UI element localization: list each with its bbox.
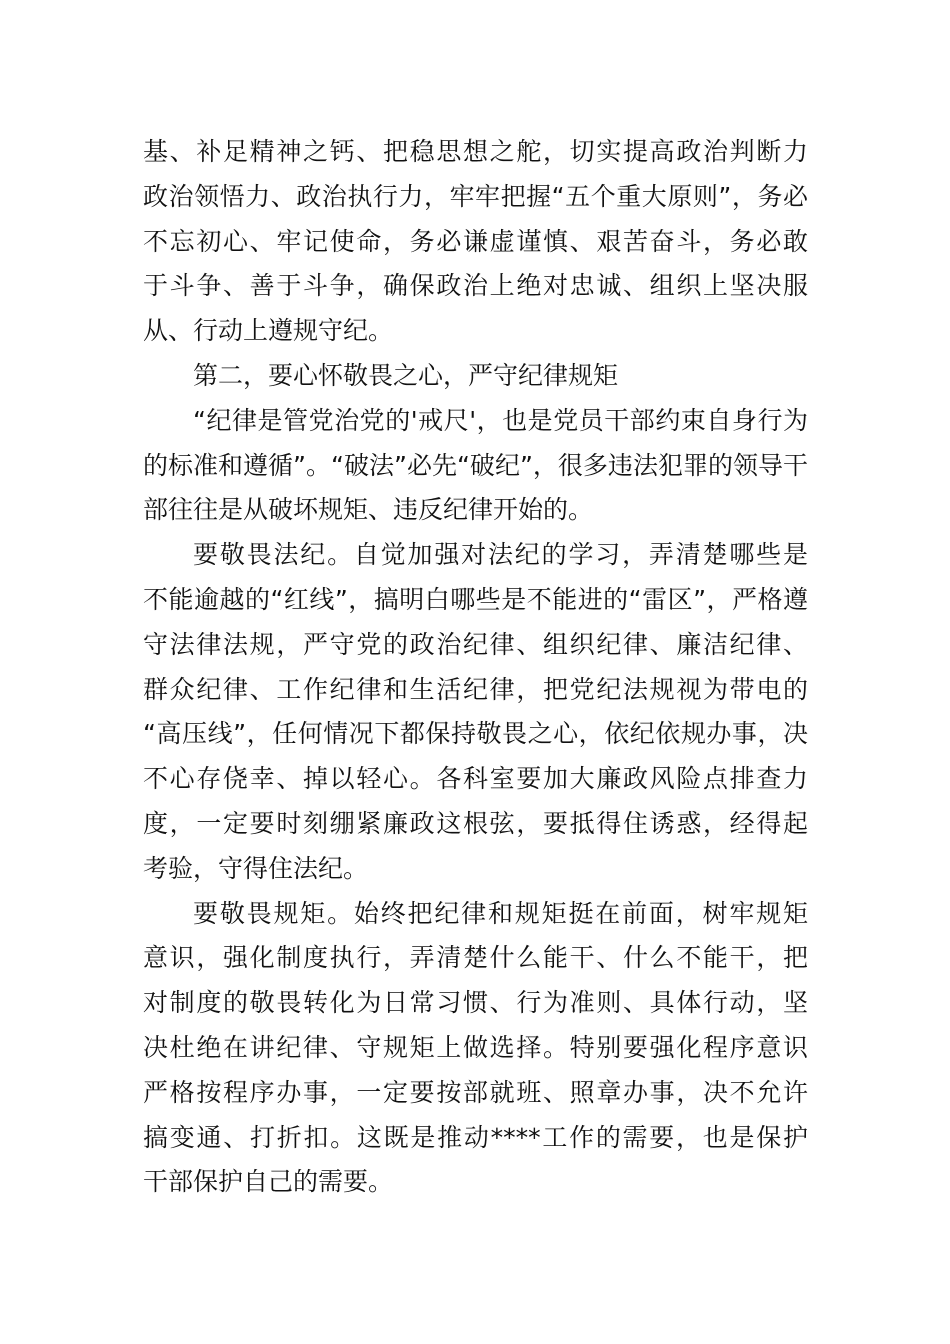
paragraph-4	[143, 533, 808, 891]
text-line: 对制度的敬畏转化为日常习惯、行为准则、具体行动，坚	[143, 988, 808, 1018]
text-line: 政治领悟力、政治执行力，牢牢把握“五个重大原则”，务必	[143, 181, 808, 211]
text-line: 守法律法规，严守党的政治纪律、组织纪律、廉洁纪律、	[143, 629, 808, 659]
text-line: 要敬畏规矩。始终把纪律和规矩挺在前面，树牢规矩	[193, 898, 808, 928]
text-line: 从、行动上遵规守纪。	[143, 316, 394, 346]
text-line: 于斗争、善于斗争，确保政治上绝对忠诚、组织上坚决服	[143, 271, 808, 301]
text-line: 的标准和遵循”。“破法”必先“破纪”，很多违法犯罪的领导干	[143, 450, 808, 480]
paragraph-3	[143, 399, 808, 533]
paragraph-5	[143, 892, 808, 1206]
section-heading	[143, 354, 808, 399]
heading-line: 第二，要心怀敬畏之心，严守纪律规矩	[193, 360, 619, 390]
text-line: 不心存侥幸、掉以轻心。各科室要加大廉政风险点排查力	[143, 764, 808, 794]
text-line: 要敬畏法纪。自觉加强对法纪的学习，弄清楚哪些是	[193, 540, 808, 570]
text-line: 基、补足精神之钙、把稳思想之舵，切实提高政治判断力	[143, 137, 808, 166]
text-line: 部往往是从破坏规矩、违反纪律开始的。	[143, 495, 594, 525]
text-line: 意识，强化制度执行，弄清楚什么能干、什么不能干，把	[143, 943, 808, 973]
text-line: 严格按程序办事，一定要按部就班、照章办事，决不允许	[143, 1077, 808, 1107]
text-line: “高压线”，任何情况下都保持敬畏之心，依纪依规办事，决	[143, 719, 808, 749]
text-line: 搞变通、打折扣。这既是推动****工作的需要，也是保护	[143, 1122, 808, 1152]
text-line: 不忘初心、牢记使命，务必谦虚谨慎、艰苦奋斗，务必敢	[143, 226, 808, 256]
text-line: 干部保护自己的需要。	[143, 1167, 394, 1197]
paragraph-1	[143, 130, 808, 354]
text-line: 不能逾越的“红线”，搞明白哪些是不能进的“雷区”，严格遵	[143, 584, 808, 614]
document-body	[143, 130, 808, 1205]
text-line: 度，一定要时刻绷紧廉政这根弦，要抵得住诱惑，经得起	[143, 808, 808, 838]
text-line: 决杜绝在讲纪律、守规矩上做选择。特别要强化程序意识	[143, 1032, 808, 1062]
text-line: 群众纪律、工作纪律和生活纪律，把党纪法规视为带电的	[143, 674, 808, 704]
text-line: “纪律是管党治党的'戒尺'，也是党员干部约束自身行为	[193, 405, 808, 435]
text-line: 考验，守得住法纪。	[143, 853, 369, 883]
